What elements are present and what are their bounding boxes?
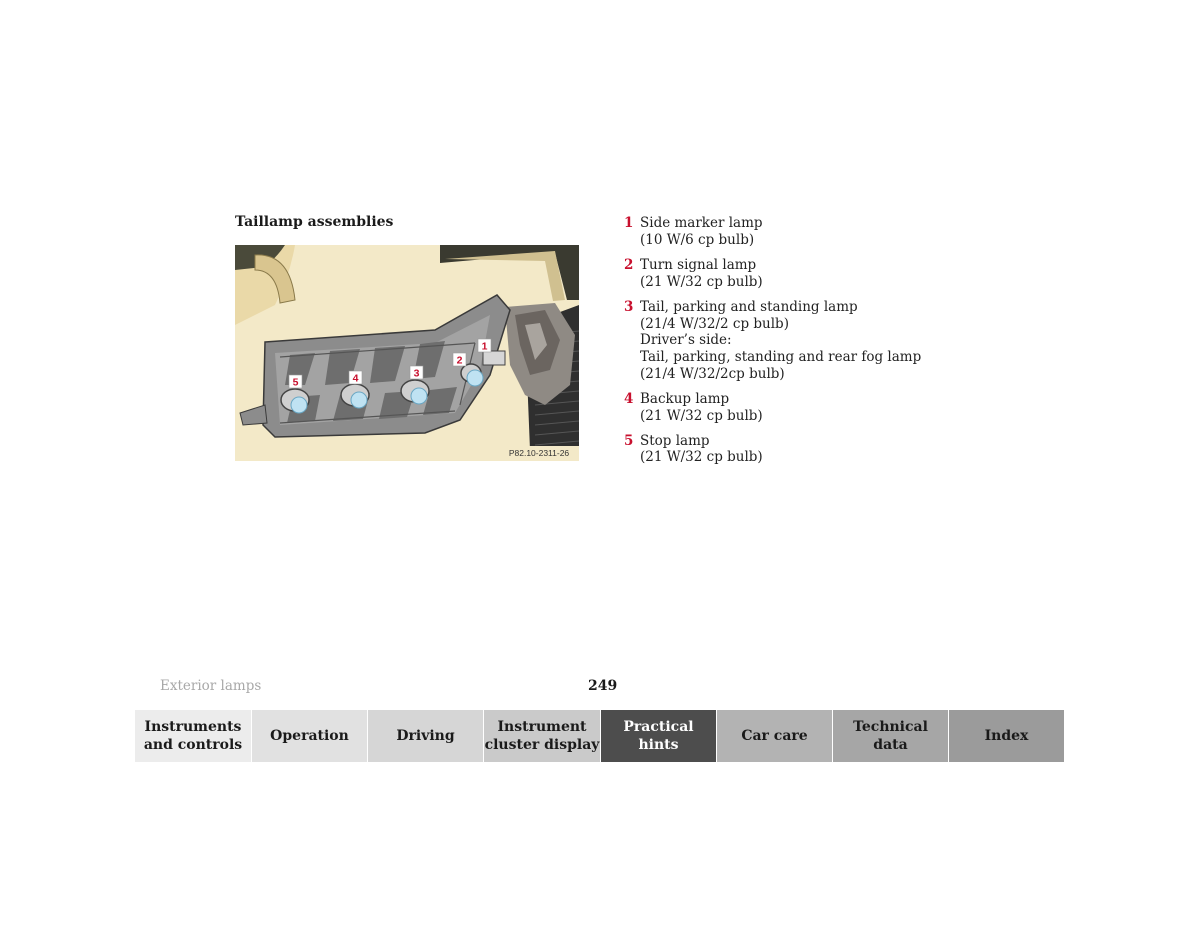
taillamp-illustration bbox=[235, 245, 579, 461]
legend-number: 4 bbox=[624, 390, 634, 407]
legend-line: Side marker lamp bbox=[640, 215, 763, 231]
svg-text:5: 5 bbox=[292, 376, 299, 389]
svg-text:1: 1 bbox=[481, 340, 488, 353]
callout-5 bbox=[289, 375, 302, 389]
callout-3 bbox=[410, 366, 423, 380]
bulb-legend bbox=[624, 215, 944, 475]
page-number: 249 bbox=[588, 678, 618, 694]
legend-line: Tail, parking, standing and rear fog lamp bbox=[640, 348, 922, 365]
nav-tab-technical-data[interactable] bbox=[833, 710, 949, 762]
callout-1 bbox=[478, 339, 491, 353]
legend-line: Tail, parking and standing lamp bbox=[640, 298, 858, 315]
legend-description bbox=[640, 391, 944, 424]
nav-tab-label: Instrument bbox=[497, 719, 587, 735]
legend-item-4 bbox=[624, 391, 944, 424]
chapter-navigation bbox=[135, 710, 1064, 762]
nav-tab-label: cluster display bbox=[484, 737, 600, 753]
nav-tab-instruments-and-controls[interactable] bbox=[135, 710, 252, 762]
legend-line: (21 W/32 cp bulb) bbox=[640, 273, 763, 290]
nav-tab-label: Operation bbox=[270, 728, 349, 744]
legend-line: Backup lamp bbox=[640, 390, 730, 407]
nav-tab-label: Technical bbox=[853, 719, 928, 735]
nav-tab-label: and controls bbox=[143, 737, 243, 753]
legend-line: (21/4 W/32/2cp bulb) bbox=[640, 365, 785, 382]
nav-tab-index[interactable] bbox=[949, 710, 1064, 762]
legend-line: (10 W/6 cp bulb) bbox=[640, 231, 755, 248]
nav-tab-label: Index bbox=[984, 728, 1029, 744]
nav-tab-instrument-cluster-display[interactable] bbox=[484, 710, 601, 762]
callout-2 bbox=[453, 353, 466, 367]
legend-item-1 bbox=[624, 215, 944, 248]
section-heading: Taillamp assemblies bbox=[235, 214, 394, 230]
section-label: Exterior lamps bbox=[160, 678, 262, 694]
legend-item-3 bbox=[624, 299, 944, 383]
nav-tab-practical-hints[interactable] bbox=[601, 710, 717, 762]
svg-text:3: 3 bbox=[413, 367, 420, 380]
legend-line: (21 W/32 cp bulb) bbox=[640, 449, 763, 466]
legend-line: Stop lamp bbox=[640, 432, 710, 449]
svg-text:4: 4 bbox=[352, 372, 359, 385]
legend-description bbox=[640, 299, 944, 383]
svg-text:2: 2 bbox=[456, 354, 463, 367]
legend-description bbox=[640, 257, 944, 290]
nav-tab-label: Practical hints bbox=[623, 719, 694, 753]
nav-tab-car-care[interactable] bbox=[717, 710, 833, 762]
nav-tab-driving[interactable] bbox=[368, 710, 484, 762]
legend-item-5 bbox=[624, 433, 944, 466]
legend-line: (21 W/32 cp bulb) bbox=[640, 407, 763, 424]
legend-number: 3 bbox=[624, 298, 634, 315]
nav-tab-label: Car care bbox=[741, 728, 808, 744]
legend-number: 2 bbox=[624, 256, 634, 273]
nav-tab-operation[interactable] bbox=[252, 710, 368, 762]
legend-description bbox=[640, 433, 944, 466]
nav-tab-label: Driving bbox=[396, 728, 455, 744]
legend-line: Turn signal lamp bbox=[640, 256, 757, 273]
legend-number: 5 bbox=[624, 432, 634, 449]
legend-line: (21/4 W/32/2 cp bulb) bbox=[640, 315, 789, 332]
legend-description bbox=[640, 215, 944, 248]
callout-4 bbox=[349, 371, 362, 385]
legend-line: Driver’s side: bbox=[640, 332, 732, 349]
nav-tab-label: Instruments bbox=[144, 719, 242, 735]
nav-tab-label: data bbox=[873, 737, 908, 753]
figure-code: P82.10-2311-26 bbox=[508, 448, 570, 458]
legend-number: 1 bbox=[624, 215, 634, 231]
legend-item-2 bbox=[624, 257, 944, 290]
